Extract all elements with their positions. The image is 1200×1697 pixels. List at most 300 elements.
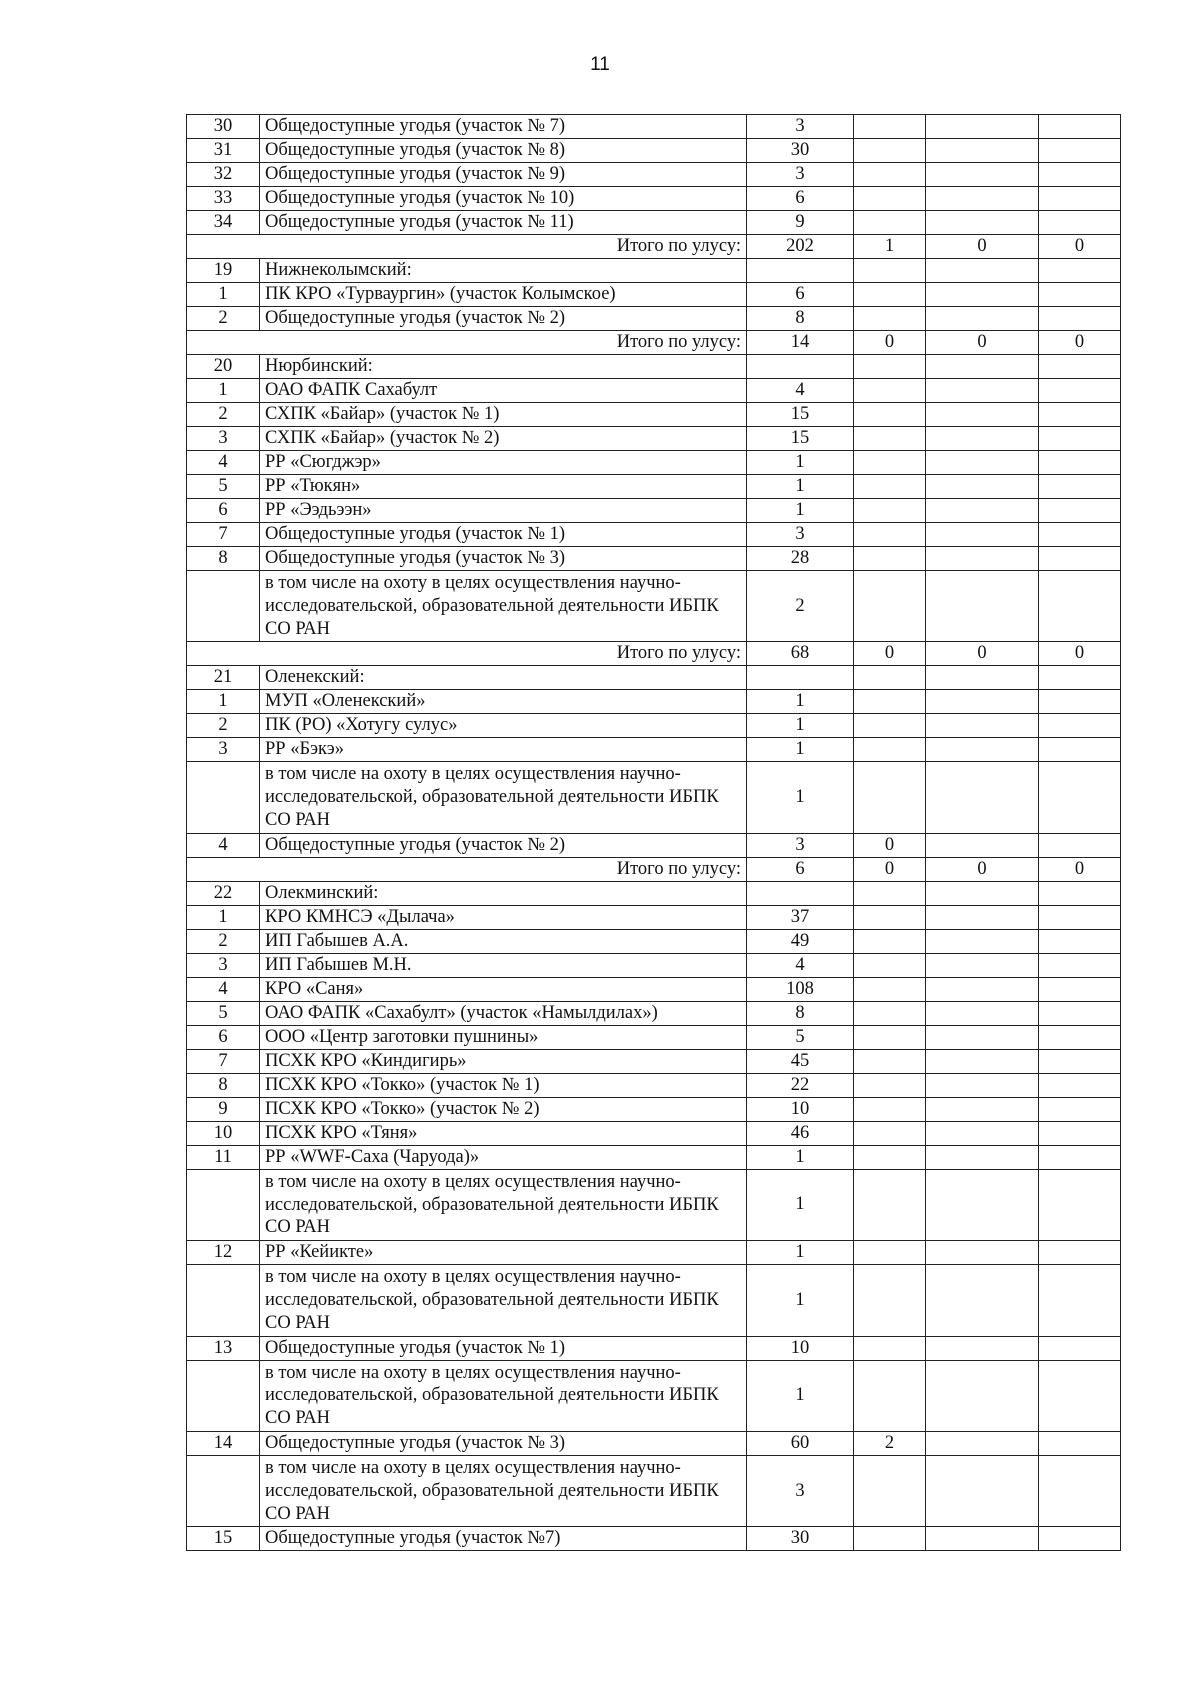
- row-name: ПК КРО «Турваургин» (участок Колымское): [260, 283, 747, 307]
- table-row: [187, 163, 1121, 187]
- row-number: 2: [187, 714, 260, 738]
- quota-table-body: [187, 115, 1121, 1551]
- row-number: 10: [187, 1121, 260, 1145]
- table-row: [187, 523, 1121, 547]
- value-col-3: [926, 738, 1039, 762]
- table-row: [187, 307, 1121, 331]
- row-number: 8: [187, 1073, 260, 1097]
- value-col-2: 0: [854, 833, 926, 857]
- value-col-3: [926, 762, 1039, 833]
- value-col-3: [926, 1145, 1039, 1169]
- row-number: 4: [187, 451, 260, 475]
- value-col-4: [1039, 523, 1121, 547]
- value-col-4: [1039, 690, 1121, 714]
- total-row: [187, 857, 1121, 881]
- row-number: 12: [187, 1241, 260, 1265]
- value-col-3: [926, 1001, 1039, 1025]
- subnote-row: [187, 1455, 1121, 1526]
- value-col-3: [926, 977, 1039, 1001]
- value-col-1: [747, 881, 854, 905]
- value-col-4: [1039, 259, 1121, 283]
- value-col-1: 1: [747, 451, 854, 475]
- value-col-2: [854, 355, 926, 379]
- value-col-1: 202: [747, 235, 854, 259]
- row-name: Олекминский:: [260, 881, 747, 905]
- row-number: 3: [187, 427, 260, 451]
- value-col-3: [926, 115, 1039, 139]
- value-col-2: [854, 451, 926, 475]
- value-col-2: [854, 977, 926, 1001]
- value-col-1: 22: [747, 1073, 854, 1097]
- row-number: 3: [187, 738, 260, 762]
- value-col-2: [854, 523, 926, 547]
- value-col-4: [1039, 403, 1121, 427]
- row-number: [187, 1360, 260, 1431]
- table-row: [187, 738, 1121, 762]
- value-col-3: [926, 451, 1039, 475]
- row-name: Общедоступные угодья (участок № 1): [260, 523, 747, 547]
- table-row: [187, 690, 1121, 714]
- row-number: 2: [187, 307, 260, 331]
- value-col-4: [1039, 355, 1121, 379]
- value-col-2: [854, 499, 926, 523]
- row-number: 11: [187, 1145, 260, 1169]
- value-col-3: [926, 929, 1039, 953]
- row-number: 31: [187, 139, 260, 163]
- value-col-4: 0: [1039, 642, 1121, 666]
- value-col-3: [926, 211, 1039, 235]
- value-col-3: [926, 1527, 1039, 1551]
- table-row: [187, 1049, 1121, 1073]
- table-row: [187, 1097, 1121, 1121]
- row-name: ПСХК КРО «Токко» (участок № 2): [260, 1097, 747, 1121]
- value-col-4: [1039, 1073, 1121, 1097]
- value-col-3: [926, 1265, 1039, 1336]
- row-number: 1: [187, 905, 260, 929]
- row-name: РР «Кейикте»: [260, 1241, 747, 1265]
- row-name: РР «Ээдьээн»: [260, 499, 747, 523]
- value-col-2: 1: [854, 235, 926, 259]
- value-col-1: 1: [747, 714, 854, 738]
- value-col-3: [926, 714, 1039, 738]
- value-col-4: [1039, 1025, 1121, 1049]
- row-number: [187, 1169, 260, 1240]
- value-col-3: [926, 571, 1039, 642]
- value-col-2: [854, 881, 926, 905]
- value-col-3: [926, 163, 1039, 187]
- value-col-2: 0: [854, 331, 926, 355]
- value-col-3: [926, 1025, 1039, 1049]
- row-number: [187, 1455, 260, 1526]
- row-number: 34: [187, 211, 260, 235]
- row-name: РР «WWF-Саха (Чаруода)»: [260, 1145, 747, 1169]
- row-name: Оленекский:: [260, 666, 747, 690]
- value-col-1: 28: [747, 547, 854, 571]
- value-col-1: 10: [747, 1336, 854, 1360]
- row-number: 8: [187, 547, 260, 571]
- value-col-1: 3: [747, 163, 854, 187]
- value-col-4: [1039, 929, 1121, 953]
- page-number: 11: [590, 54, 610, 75]
- table-row: [187, 1527, 1121, 1551]
- value-col-3: [926, 666, 1039, 690]
- table-row: [187, 211, 1121, 235]
- row-name: МУП «Оленекский»: [260, 690, 747, 714]
- subnote-row: [187, 1265, 1121, 1336]
- value-col-1: 14: [747, 331, 854, 355]
- subnote-text: в том числе на охоту в целях осуществления научно-исследовательской, образовательной деятельности ИБПК СО РАН: [260, 1265, 747, 1336]
- value-col-2: [854, 427, 926, 451]
- value-col-1: 108: [747, 977, 854, 1001]
- table-row: [187, 1073, 1121, 1097]
- value-col-4: [1039, 187, 1121, 211]
- value-col-1: 1: [747, 738, 854, 762]
- value-col-2: [854, 1073, 926, 1097]
- value-col-4: [1039, 1265, 1121, 1336]
- value-col-3: [926, 379, 1039, 403]
- value-col-2: [854, 259, 926, 283]
- value-col-1: 30: [747, 1527, 854, 1551]
- row-number: 19: [187, 259, 260, 283]
- table-row: [187, 427, 1121, 451]
- value-col-4: [1039, 1049, 1121, 1073]
- table-row: [187, 283, 1121, 307]
- subnote-text: в том числе на охоту в целях осуществления научно-исследовательской, образовательной деятельности ИБПК СО РАН: [260, 1169, 747, 1240]
- total-label: Итого по улусу:: [187, 642, 747, 666]
- row-name: КРО КМНСЭ «Дылача»: [260, 905, 747, 929]
- row-name: РР «Тюкян»: [260, 475, 747, 499]
- value-col-3: [926, 1097, 1039, 1121]
- value-col-4: [1039, 451, 1121, 475]
- row-name: СХПК «Байар» (участок № 2): [260, 427, 747, 451]
- value-col-1: 6: [747, 283, 854, 307]
- value-col-2: [854, 929, 926, 953]
- row-number: [187, 1265, 260, 1336]
- row-number: [187, 762, 260, 833]
- value-col-4: [1039, 953, 1121, 977]
- value-col-4: [1039, 1145, 1121, 1169]
- value-col-4: [1039, 1241, 1121, 1265]
- value-col-2: [854, 1336, 926, 1360]
- value-col-1: 60: [747, 1431, 854, 1455]
- value-col-4: [1039, 211, 1121, 235]
- value-col-3: [926, 1431, 1039, 1455]
- value-col-3: 0: [926, 331, 1039, 355]
- table-row: [187, 881, 1121, 905]
- value-col-3: [926, 1073, 1039, 1097]
- value-col-1: 5: [747, 1025, 854, 1049]
- value-col-3: [926, 953, 1039, 977]
- row-name: РР «Бэкэ»: [260, 738, 747, 762]
- value-col-2: [854, 1145, 926, 1169]
- value-col-2: [854, 571, 926, 642]
- table-row: [187, 1431, 1121, 1455]
- value-col-3: [926, 1336, 1039, 1360]
- value-col-1: 46: [747, 1121, 854, 1145]
- row-number: 9: [187, 1097, 260, 1121]
- value-col-3: [926, 690, 1039, 714]
- value-col-2: [854, 1025, 926, 1049]
- subnote-row: [187, 762, 1121, 833]
- row-name: ИП Габышев М.Н.: [260, 953, 747, 977]
- subnote-row: [187, 571, 1121, 642]
- row-name: Общедоступные угодья (участок № 10): [260, 187, 747, 211]
- value-col-1: 1: [747, 1265, 854, 1336]
- value-col-3: [926, 1049, 1039, 1073]
- row-number: 2: [187, 403, 260, 427]
- row-number: 2: [187, 929, 260, 953]
- value-col-1: 6: [747, 857, 854, 881]
- row-number: 3: [187, 953, 260, 977]
- row-number: [187, 571, 260, 642]
- value-col-1: 3: [747, 523, 854, 547]
- value-col-1: 3: [747, 1455, 854, 1526]
- row-number: 20: [187, 355, 260, 379]
- value-col-3: [926, 1169, 1039, 1240]
- value-col-1: 6: [747, 187, 854, 211]
- value-col-3: [926, 1360, 1039, 1431]
- row-name: ИП Габышев А.А.: [260, 929, 747, 953]
- value-col-2: 0: [854, 857, 926, 881]
- value-col-1: 15: [747, 427, 854, 451]
- row-number: 1: [187, 379, 260, 403]
- value-col-4: 0: [1039, 857, 1121, 881]
- value-col-4: [1039, 881, 1121, 905]
- row-number: 6: [187, 1025, 260, 1049]
- subnote-text: в том числе на охоту в целях осуществления научно-исследовательской, образовательной деятельности ИБПК СО РАН: [260, 571, 747, 642]
- value-col-4: [1039, 115, 1121, 139]
- value-col-1: 15: [747, 403, 854, 427]
- subnote-row: [187, 1360, 1121, 1431]
- row-name: ПСХК КРО «Токко» (участок № 1): [260, 1073, 747, 1097]
- value-col-1: 68: [747, 642, 854, 666]
- value-col-1: 1: [747, 1360, 854, 1431]
- value-col-2: [854, 307, 926, 331]
- total-row: [187, 331, 1121, 355]
- table-row: [187, 451, 1121, 475]
- row-number: 1: [187, 283, 260, 307]
- value-col-3: [926, 283, 1039, 307]
- row-number: 30: [187, 115, 260, 139]
- row-name: СХПК «Байар» (участок № 1): [260, 403, 747, 427]
- value-col-2: [854, 1265, 926, 1336]
- row-number: 1: [187, 690, 260, 714]
- value-col-2: [854, 163, 926, 187]
- value-col-2: [854, 1360, 926, 1431]
- value-col-4: [1039, 833, 1121, 857]
- value-col-1: 49: [747, 929, 854, 953]
- value-col-3: [926, 523, 1039, 547]
- value-col-3: [926, 475, 1039, 499]
- row-number: 32: [187, 163, 260, 187]
- value-col-4: [1039, 283, 1121, 307]
- value-col-1: 1: [747, 1241, 854, 1265]
- value-col-1: 2: [747, 571, 854, 642]
- table-row: [187, 1121, 1121, 1145]
- row-number: 5: [187, 475, 260, 499]
- row-name: ПСХК КРО «Тяня»: [260, 1121, 747, 1145]
- value-col-2: [854, 283, 926, 307]
- row-name: ОАО ФАПК «Сахабулт» (участок «Намылдилах»): [260, 1001, 747, 1025]
- row-name: ООО «Центр заготовки пушнины»: [260, 1025, 747, 1049]
- row-name: КРО «Саня»: [260, 977, 747, 1001]
- value-col-1: 1: [747, 499, 854, 523]
- table-row: [187, 905, 1121, 929]
- table-row: [187, 139, 1121, 163]
- row-number: 14: [187, 1431, 260, 1455]
- value-col-4: [1039, 1527, 1121, 1551]
- value-col-2: [854, 905, 926, 929]
- row-name: Общедоступные угодья (участок № 3): [260, 547, 747, 571]
- table-row: [187, 1001, 1121, 1025]
- row-name: ОАО ФАПК Сахабулт: [260, 379, 747, 403]
- value-col-1: 1: [747, 475, 854, 499]
- value-col-1: 37: [747, 905, 854, 929]
- row-name: ПК (РО) «Хотугу сулус»: [260, 714, 747, 738]
- value-col-3: [926, 905, 1039, 929]
- value-col-2: [854, 547, 926, 571]
- total-row: [187, 642, 1121, 666]
- value-col-1: 8: [747, 307, 854, 331]
- table-row: [187, 929, 1121, 953]
- value-col-2: [854, 187, 926, 211]
- value-col-3: 0: [926, 642, 1039, 666]
- row-number: 21: [187, 666, 260, 690]
- value-col-2: [854, 1241, 926, 1265]
- value-col-2: [854, 738, 926, 762]
- value-col-3: [926, 427, 1039, 451]
- row-number: 13: [187, 1336, 260, 1360]
- value-col-3: [926, 547, 1039, 571]
- value-col-3: [926, 833, 1039, 857]
- value-col-4: [1039, 307, 1121, 331]
- value-col-3: [926, 499, 1039, 523]
- table-row: [187, 1145, 1121, 1169]
- value-col-2: [854, 1001, 926, 1025]
- value-col-4: 0: [1039, 331, 1121, 355]
- total-label: Итого по улусу:: [187, 331, 747, 355]
- row-number: 7: [187, 1049, 260, 1073]
- value-col-3: 0: [926, 235, 1039, 259]
- row-number: 4: [187, 977, 260, 1001]
- value-col-1: 3: [747, 115, 854, 139]
- row-number: 6: [187, 499, 260, 523]
- row-name: Общедоступные угодья (участок № 8): [260, 139, 747, 163]
- value-col-1: 1: [747, 1169, 854, 1240]
- value-col-1: 1: [747, 1145, 854, 1169]
- value-col-4: [1039, 714, 1121, 738]
- value-col-4: [1039, 163, 1121, 187]
- value-col-2: [854, 403, 926, 427]
- value-col-4: [1039, 499, 1121, 523]
- row-name: Общедоступные угодья (участок № 7): [260, 115, 747, 139]
- value-col-2: [854, 1097, 926, 1121]
- value-col-3: [926, 1121, 1039, 1145]
- subnote-row: [187, 1169, 1121, 1240]
- subnote-text: в том числе на охоту в целях осуществления научно-исследовательской, образовательной деятельности ИБПК СО РАН: [260, 1455, 747, 1526]
- value-col-2: [854, 139, 926, 163]
- row-name: РР «Сюгджэр»: [260, 451, 747, 475]
- value-col-3: [926, 259, 1039, 283]
- value-col-4: [1039, 427, 1121, 451]
- value-col-1: 3: [747, 833, 854, 857]
- table-row: [187, 115, 1121, 139]
- value-col-2: [854, 1455, 926, 1526]
- value-col-4: [1039, 977, 1121, 1001]
- row-name: Общедоступные угодья (участок № 1): [260, 1336, 747, 1360]
- value-col-2: [854, 714, 926, 738]
- table-row: [187, 1241, 1121, 1265]
- total-label: Итого по улусу:: [187, 235, 747, 259]
- row-number: 15: [187, 1527, 260, 1551]
- row-name: Нюрбинский:: [260, 355, 747, 379]
- value-col-4: [1039, 762, 1121, 833]
- value-col-1: 45: [747, 1049, 854, 1073]
- value-col-4: [1039, 1336, 1121, 1360]
- value-col-1: 9: [747, 211, 854, 235]
- table-row: [187, 379, 1121, 403]
- value-col-2: [854, 211, 926, 235]
- table-row: [187, 403, 1121, 427]
- table-row: [187, 977, 1121, 1001]
- row-number: 22: [187, 881, 260, 905]
- table-row: [187, 666, 1121, 690]
- value-col-1: 4: [747, 379, 854, 403]
- value-col-4: [1039, 905, 1121, 929]
- value-col-2: [854, 115, 926, 139]
- value-col-4: [1039, 547, 1121, 571]
- value-col-4: 0: [1039, 235, 1121, 259]
- table-row: [187, 833, 1121, 857]
- value-col-4: [1039, 1360, 1121, 1431]
- row-name: Общедоступные угодья (участок № 11): [260, 211, 747, 235]
- value-col-3: [926, 1241, 1039, 1265]
- value-col-4: [1039, 475, 1121, 499]
- value-col-4: [1039, 1431, 1121, 1455]
- value-col-2: [854, 690, 926, 714]
- value-col-4: [1039, 1169, 1121, 1240]
- table-row: [187, 547, 1121, 571]
- row-name: Общедоступные угодья (участок № 9): [260, 163, 747, 187]
- table-row: [187, 1336, 1121, 1360]
- value-col-3: [926, 187, 1039, 211]
- row-name: Нижнеколымский:: [260, 259, 747, 283]
- value-col-4: [1039, 1121, 1121, 1145]
- value-col-1: 4: [747, 953, 854, 977]
- value-col-2: 0: [854, 642, 926, 666]
- value-col-3: [926, 881, 1039, 905]
- value-col-1: 10: [747, 1097, 854, 1121]
- quota-table: [186, 114, 1121, 1551]
- total-label: Итого по улусу:: [187, 857, 747, 881]
- table-row: [187, 187, 1121, 211]
- value-col-2: [854, 1527, 926, 1551]
- value-col-1: 8: [747, 1001, 854, 1025]
- row-name: Общедоступные угодья (участок № 2): [260, 833, 747, 857]
- value-col-3: [926, 139, 1039, 163]
- value-col-1: 1: [747, 690, 854, 714]
- table-row: [187, 714, 1121, 738]
- value-col-4: [1039, 379, 1121, 403]
- row-name: Общедоступные угодья (участок № 3): [260, 1431, 747, 1455]
- value-col-4: [1039, 139, 1121, 163]
- table-row: [187, 499, 1121, 523]
- value-col-4: [1039, 666, 1121, 690]
- row-name: Общедоступные угодья (участок № 2): [260, 307, 747, 331]
- row-number: 7: [187, 523, 260, 547]
- table-row: [187, 259, 1121, 283]
- row-name: ПСХК КРО «Киндигирь»: [260, 1049, 747, 1073]
